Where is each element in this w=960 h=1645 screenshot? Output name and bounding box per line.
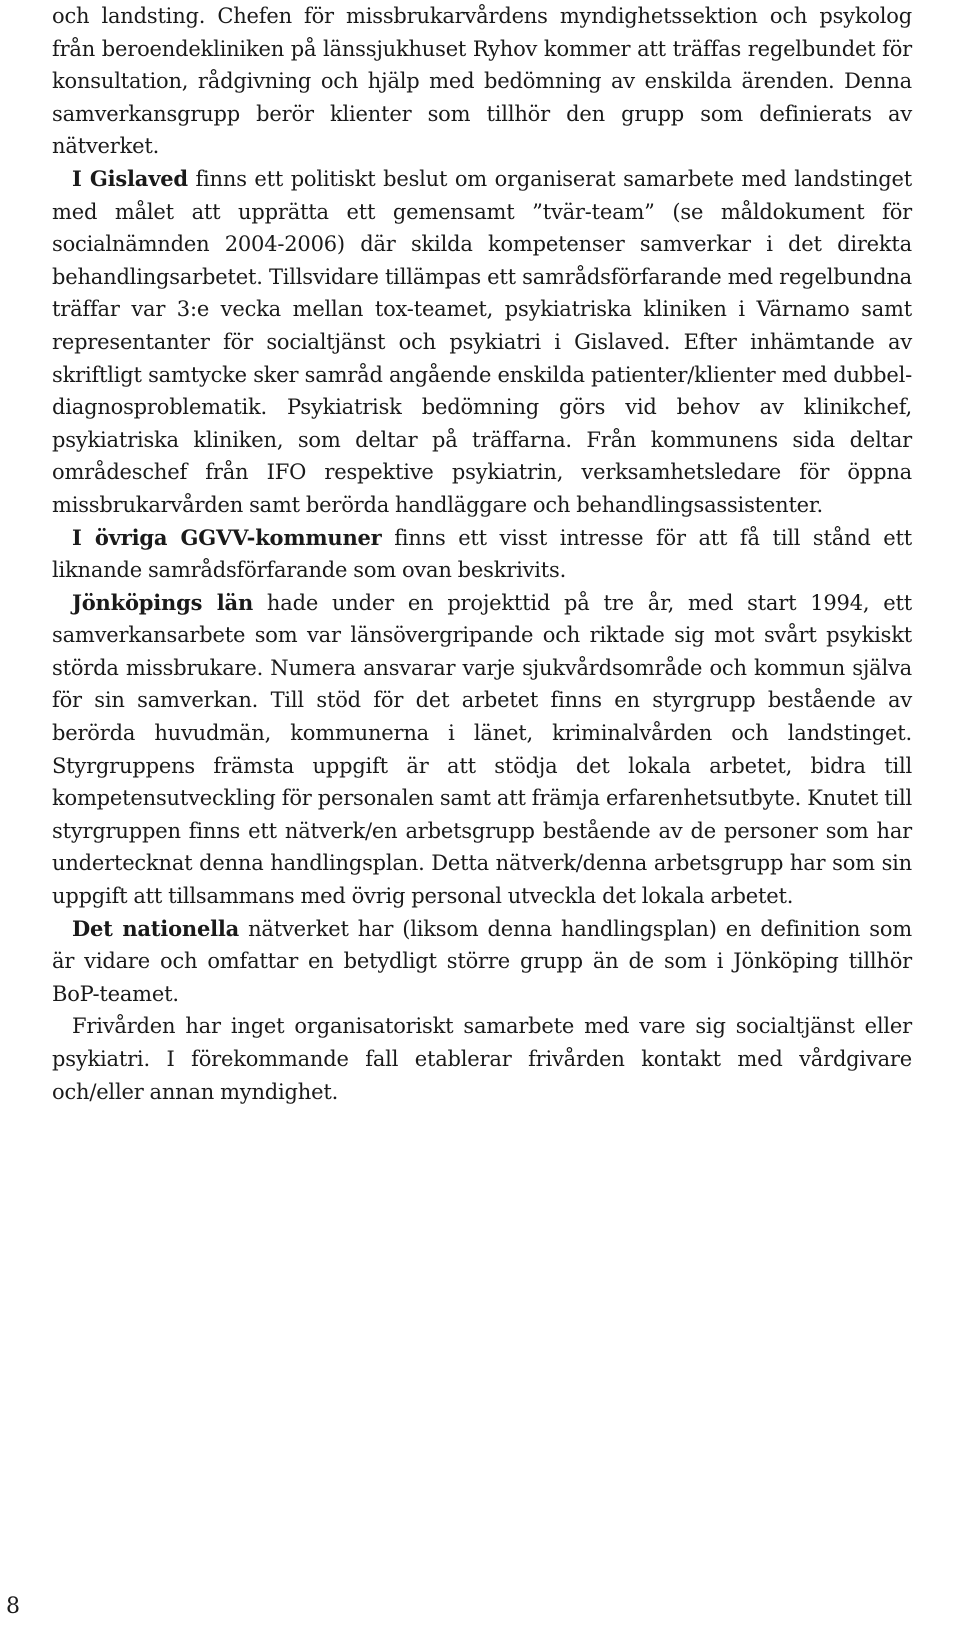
paragraph-text: finns ett politiskt beslut om organiserat samarbete med landstinget med målet att upprätta ett gemensamt ”tvär-team” (se måldokument för socialnämnden 2004-2006) där skilda kompetenser samverkar i det direkta behandlingsarbetet. Tillsvidare tillämpas ett samrådsförfarande med regelbundna träffar var 3:e vecka mellan tox-teamet, psykiatriska kliniken i Värnamo samt representanter för socialtjänst och psykiatri i Gislaved. Efter inhämtande av skriftligt samtycke sker samråd angående enskilda patienter/klienter med dubbel-diagnosproblematik. Psykiatrisk bedömning görs vid behov av klinikchef, psykiatriska kliniken, som deltar på träffarna. Från kommunens sida deltar områdeschef från IFO respektive psykiatrin, verksamhetsledare för öppna missbrukarvården samt berörda handläggare och behandlingsassistenter. [52, 166, 912, 517]
page-number: 8 [6, 1594, 20, 1619]
paragraph-gislaved [52, 163, 912, 522]
document-page [52, 0, 912, 1108]
paragraph-lead: I övriga GGVV-kommuner [72, 524, 382, 550]
paragraph-lead: Jönköpings län [72, 589, 254, 615]
paragraph-text: Frivården har inget organisatoriskt samarbete med vare sig socialtjänst eller psykiatri. I förekommande fall etablerar frivården kontakt med vårdgivare och/eller annan myndighet. [52, 1014, 912, 1104]
paragraph-nationella [52, 913, 912, 1011]
paragraph-text: och landsting. Chefen för missbrukarvårdens myndighetssektion och psykolog från beroendekliniken på länssjukhuset Ryhov kommer att träffas regelbundet för konsultation, rådgivning och hjälp med bedömning av enskilda ärenden. Denna samverkansgrupp berör klienter som tillhör den grupp som definierats av nätverket. [52, 4, 912, 159]
paragraph-jonkopings-lan [52, 587, 912, 913]
paragraph-text: hade under en projekttid på tre år, med start 1994, ett samverkansarbete som var länsövergripande och riktade sig mot svårt psykiskt störda missbrukare. Numera ansvarar varje sjukvårdsområde och kommun själva för sin samverkan. Till stöd för det arbetet finns en styrgrupp bestående av berörda huvudmän, kommunerna i länet, kriminalvården och landstinget. Styrgruppens främsta uppgift är att stödja det lokala arbetet, bidra till kompetensutveckling för personalen samt att främja erfarenhetsutbyte. Knutet till styrgruppen finns ett nätverk/en arbetsgrupp bestående av de personer som har undertecknat denna handlingsplan. Detta nätverk/denna arbetsgrupp har som sin uppgift att tillsammans med övrig personal utveckla det lokala arbetet. [52, 590, 912, 909]
paragraph-continuation [52, 0, 912, 163]
paragraph-lead: I Gislaved [72, 165, 188, 191]
paragraph-frivarden [52, 1010, 912, 1108]
paragraph-lead: Det nationella [72, 915, 240, 941]
paragraph-ggvv [52, 522, 912, 587]
paragraph-text: nätverket har (liksom denna handlingsplan) en definition som är vidare och omfattar en betydligt större grupp än de som i Jönköping tillhör BoP-teamet. [52, 916, 912, 1006]
paragraph-text: finns ett visst intresse för att få till stånd ett liknande samrådsförfarande som ovan beskrivits. [52, 525, 912, 583]
